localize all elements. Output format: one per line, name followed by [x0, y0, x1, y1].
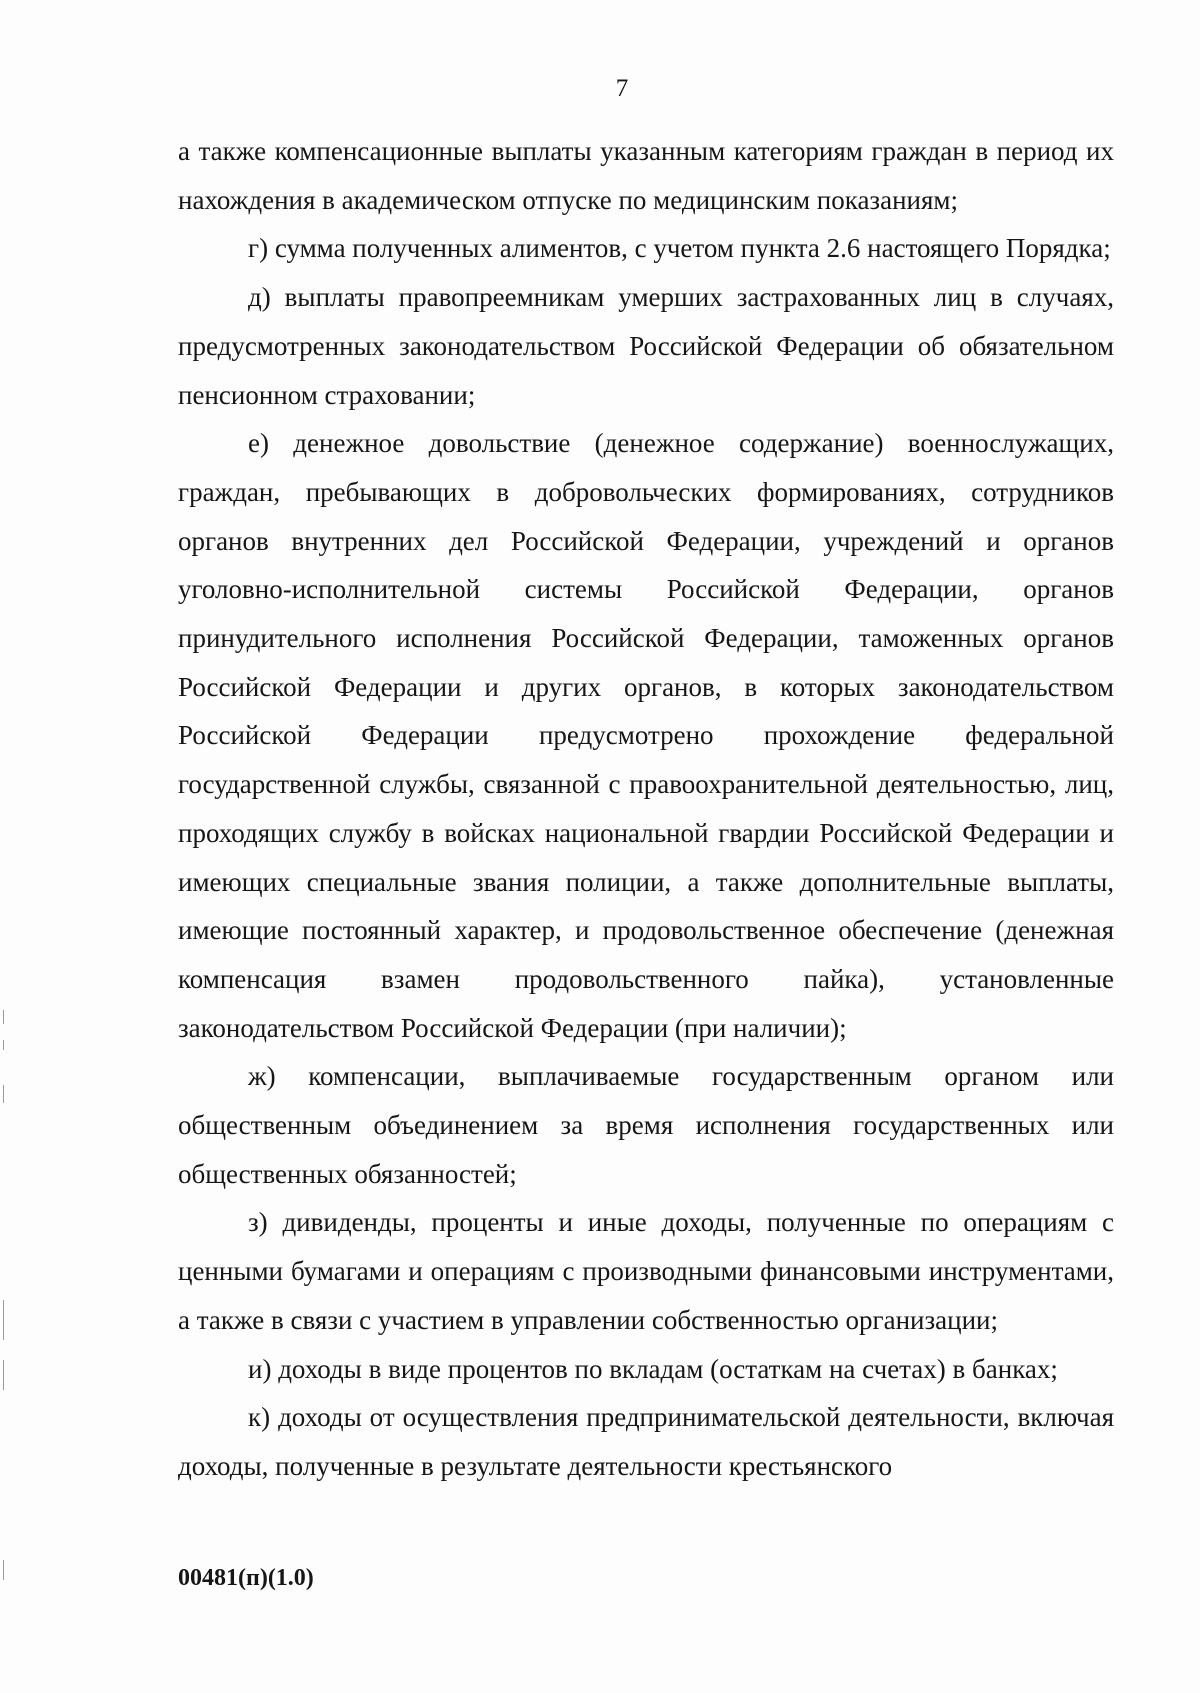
scan-mark	[3, 1040, 4, 1050]
document-body	[178, 127, 1114, 1491]
paragraph-item-i: и) доходы в виде процентов по вкладам (остаткам на счетах) в банках;	[248, 1353, 1058, 1384]
paragraph-item-k: к) доходы от осуществления предпринимательской деятельности, включая доходы, полученные в результате деятельности крестьянского	[178, 1402, 1114, 1481]
paragraph-item-z: з) дивиденды, проценты и иные доходы, полученные по операциям с ценными бумагами и операциям с производными финансовыми инструментами, а также в связи с участием в управлении собственностью организации;	[178, 1207, 1114, 1335]
scan-mark	[3, 1300, 4, 1340]
paragraph-continuation: а также компенсационные выплаты указанным категориям граждан в период их нахождения в академическом отпуске по медицинским показаниям;	[178, 136, 1114, 215]
scan-mark	[3, 1010, 4, 1024]
paragraph-item-g: г) сумма полученных алиментов, с учетом пункта 2.6 настоящего Порядка;	[248, 233, 1111, 264]
scan-mark	[3, 1560, 4, 1580]
scan-mark	[3, 1085, 4, 1103]
paragraph-item-zh: ж) компенсации, выплачиваемые государственным органом или общественным объединением за время исполнения государственных или общественных обязанностей;	[178, 1061, 1114, 1189]
page-number: 7	[615, 75, 629, 102]
document-code: 00481(п)(1.0)	[178, 1565, 314, 1591]
paragraph-item-e: е) денежное довольствие (денежное содержание) военнослужащих, граждан, пребывающих в добровольческих формированиях, сотрудников органов внутренних дел Российской Федерации, учреждений и органов уголовно-исполнительной системы Российской Федерации, органов принудительного исполнения Российской Федерации, таможенных органов Российской Федерации и других органов, в которых законодательством Российской Федерации предусмотрено прохождение федеральной государственной службы, связанной с правоохранительной деятельностью, лиц, проходящих службу в войсках национальной гвардии Российской Федерации и имеющих специальные звания полиции, а также дополнительные выплаты, имеющие постоянный характер, и продовольственное обеспечение (денежная компенсация взамен продовольственного пайка), установленные законодательством Российской Федерации (при наличии);	[178, 428, 1114, 1043]
paragraph-item-d: д) выплаты правопреемникам умерших застрахованных лиц в случаях, предусмотренных законодательством Российской Федерации об обязательном пенсионном страховании;	[178, 282, 1114, 410]
scan-mark	[3, 1360, 4, 1390]
